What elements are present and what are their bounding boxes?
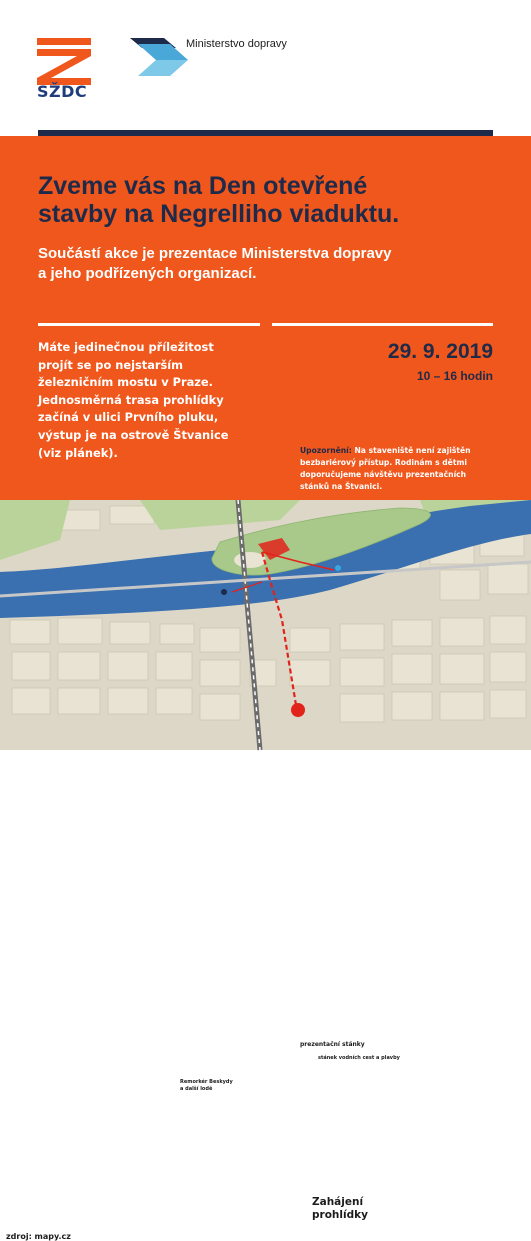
divider-right — [272, 323, 493, 326]
title-line: stavby na Negrelliho viaduktu. — [38, 200, 400, 228]
brand-ministry: Ministerstvo dopravy — [186, 38, 287, 50]
description — [38, 339, 268, 462]
label-tour-start: Zahájení prohlídky — [312, 1196, 368, 1221]
notice-line: doporučujeme návštěvu prezentačních — [300, 470, 467, 479]
description-line: začíná v ulici Prvního pluku, — [38, 410, 219, 425]
map-graphic — [0, 500, 531, 750]
description-line: projít se po nejstarším — [38, 357, 184, 372]
notice-label: Upozornění: — [300, 446, 352, 455]
label-tug-boat: Remorkér Beskydy a další lodě — [180, 1079, 233, 1092]
header — [0, 0, 531, 135]
map[interactable] — [0, 500, 531, 1241]
subtitle-line: a jeho podřízených organizací. — [38, 265, 257, 282]
subtitle-line: Součástí akce je prezentace Ministerstva dopravy — [38, 245, 392, 262]
description-line: železničním mostu v Praze. — [38, 375, 213, 390]
notice-line: stánků na Štvanici. — [300, 482, 383, 491]
notice-line: Na staveniště není zajištěn — [351, 446, 471, 455]
label-presentation-stands: prezentační stánky — [300, 1041, 365, 1048]
brand-szdc: SŽDC — [37, 82, 88, 101]
description-line: Máte jedinečnou příležitost — [38, 340, 214, 354]
event-time: 10 – 16 hodin — [416, 369, 493, 383]
title-line: Zveme vás na Den otevřené — [38, 172, 368, 200]
page-subtitle — [38, 244, 508, 284]
description-line: (viz plánek). — [38, 445, 118, 460]
notice — [300, 445, 500, 493]
notice-line: bezbariérový přístup. Rodinám s dětmi — [300, 458, 467, 467]
divider-left — [38, 323, 260, 326]
event-date: 29. 9. 2019 — [387, 340, 493, 363]
map-source: zdroj: mapy.cz — [6, 1232, 71, 1241]
page-title — [38, 172, 508, 228]
ministry-logo-icon — [130, 38, 190, 82]
description-line: Jednosměrná trasa prohlídky — [38, 392, 224, 407]
label-waterways-stand: stánek vodních cest a plavby — [318, 1055, 400, 1061]
description-line: výstup je na ostrově Štvanice — [38, 427, 229, 442]
